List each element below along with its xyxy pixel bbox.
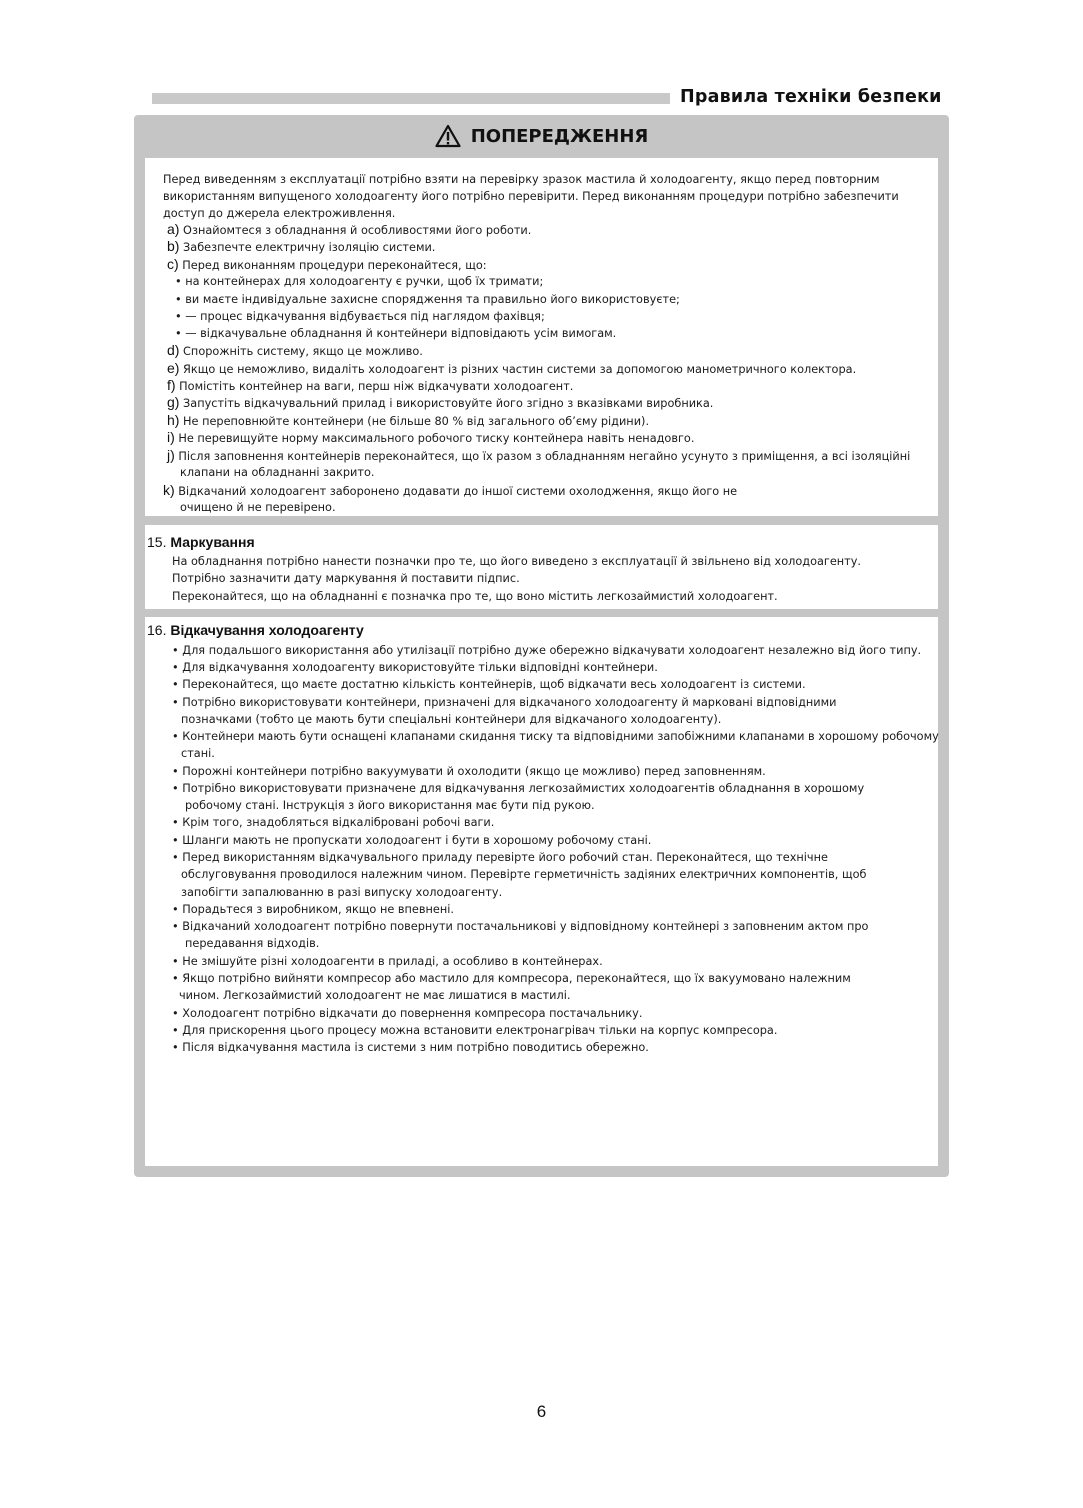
step-b <box>167 239 435 255</box>
step-j-continued: клапани на обладнанні закрито. <box>180 466 375 479</box>
warning-intro-line: доступ до джерела електроживлення. <box>163 207 396 220</box>
list-item: • Контейнери мають бути оснащені клапанами скидання тиску та відповідними запобіжними клапанами в хорошому робочому <box>172 730 939 743</box>
list-item-continued: чином. Легкозаймистий холодоагент не має лишатися в мастилі. <box>179 989 571 1002</box>
list-item-continued: передавання відходів. <box>185 937 320 950</box>
step-e <box>167 361 856 377</box>
step-label: f) <box>167 377 176 393</box>
list-item-continued: обслуговування проводилося належним чином. Перевірте герметичність задіяних електричних компонентів, щоб <box>181 868 867 881</box>
list-item: • Після відкачування мастила із системи з ним потрібно поводитись обережно. <box>172 1041 649 1054</box>
step-bullet <box>175 274 543 289</box>
step-label: i) <box>167 429 175 445</box>
list-item: • Для подальшого використання або утилізації потрібно дуже обережно відкачувати холодоагент незалежно від його типу. <box>172 644 922 657</box>
step-h <box>167 413 649 429</box>
step-bullet <box>175 326 616 341</box>
step-text: Запустіть відкачувальний прилад і використовуйте його згідно з вказівками виробника. <box>183 397 714 410</box>
bullet-mark: • <box>175 275 182 288</box>
step-text: — процес відкачування відбувається під наглядом фахівця; <box>185 310 545 323</box>
list-item: • Порожні контейнери потрібно вакуумувати й охолодити (якщо це можливо) перед заповненням. <box>172 765 766 778</box>
list-item-continued: стані. <box>181 747 215 760</box>
step-label: a) <box>167 221 180 237</box>
step-text: ви маєте індивідуальне захисне спорядження та правильно його використовуєте; <box>185 293 680 306</box>
step-label: h) <box>167 412 180 428</box>
step-text: Ознайомтеся з обладнання й особливостями його роботи. <box>183 224 532 237</box>
step-text: Відкачаний холодоагент заборонено додавати до іншої системи охолодження, якщо його не <box>178 485 738 498</box>
list-item: • Шланги мають не пропускати холодоагент і бути в хорошому робочому стані. <box>172 834 652 847</box>
step-text: Якщо це неможливо, видаліть холодоагент із різних частин системи за допомогою манометричного колектора. <box>183 363 857 376</box>
step-text: Спорожніть систему, якщо це можливо. <box>183 345 423 358</box>
list-item: • Переконайтеся, що маєте достатню кількість контейнерів, щоб відкачати весь холодоагент із системи. <box>172 678 806 691</box>
step-bullet <box>175 292 680 307</box>
step-text: — відкачувальне обладнання й контейнери відповідають усім вимогам. <box>185 327 617 340</box>
step-j <box>167 448 910 464</box>
list-item: • Перед використанням відкачувального приладу перевірте його робочий стан. Переконайтеся, що технічне <box>172 851 828 864</box>
step-text: Перед виконанням процедури переконайтеся, що: <box>182 259 487 272</box>
list-item: • Порадьтеся з виробником, якщо не впевнені. <box>172 903 454 916</box>
step-text: на контейнерах для холодоагенту є ручки, щоб їх тримати; <box>185 275 544 288</box>
list-item: • Крім того, знадобляться відкалібровані робочі ваги. <box>172 816 495 829</box>
step-label: j) <box>167 447 175 463</box>
step-k-continued: очищено й не перевірено. <box>180 501 336 514</box>
step-label: c) <box>167 256 179 272</box>
warning-heading <box>134 124 949 148</box>
step-f <box>167 378 573 394</box>
list-item: • Якщо потрібно вийняти компресор або мастило для компресора, переконайтеся, що їх вакуумовано належним <box>172 972 851 985</box>
step-k <box>163 483 737 499</box>
list-item: • Для прискорення цього процесу можна встановити електронагрівач тільки на корпус компресора. <box>172 1024 778 1037</box>
list-item: • Потрібно використовувати контейнери, призначені для відкачаного холодоагенту й марковані відповідними <box>172 696 837 709</box>
step-label: k) <box>163 482 175 498</box>
bullet-mark: • <box>175 327 182 340</box>
step-label: b) <box>167 238 180 254</box>
list-item: • Не змішуйте різні холодоагенти в приладі, а особливо в контейнерах. <box>172 955 603 968</box>
list-item-continued: позначками (тобто це мають бути спеціальні контейнери для відкачаного холодоагенту). <box>181 713 722 726</box>
warning-intro-line: Перед виведенням з експлуатації потрібно взяти на перевірку зразок мастила й холодоагенту, якщо перед повторним <box>163 173 880 186</box>
list-item: • Холодоагент потрібно відкачати до повернення компресора постачальнику. <box>172 1007 643 1020</box>
section-16-title: 16. Відкачування холодоагенту <box>147 622 364 638</box>
list-item: • Для відкачування холодоагенту використовуйте тільки відповідні контейнери. <box>172 661 658 674</box>
step-a <box>167 222 531 238</box>
section-15-title: 15. Маркування <box>147 534 255 550</box>
page-header-title: Правила техніки безпеки <box>680 87 942 107</box>
bullet-mark: • <box>175 293 182 306</box>
step-text: Забезпечте електричну ізоляцію системи. <box>183 241 436 254</box>
step-text: Не перевищуйте норму максимального робочого тиску контейнера навіть ненадовго. <box>178 432 695 445</box>
step-label: e) <box>167 360 180 376</box>
step-text: Помістіть контейнер на ваги, перш ніж відкачувати холодоагент. <box>179 380 574 393</box>
list-item: • Потрібно використовувати призначене для відкачування легкозаймистих холодоагентів обладнання в хорошому <box>172 782 865 795</box>
list-item-continued: робочому стані. Інструкція з його використання має бути під рукою. <box>185 799 595 812</box>
section-15-line: На обладнання потрібно нанести позначки про те, що його виведено з експлуатації й звільнено від холодоагенту. <box>172 555 862 568</box>
step-i <box>167 430 694 446</box>
step-bullet <box>175 309 545 324</box>
step-label: g) <box>167 394 180 410</box>
warning-intro-line: використанням випущеного холодоагенту його потрібно перевірити. Перед виконанням процедури потрібно забезпечити <box>163 190 899 203</box>
list-item-continued: запобігти запалюванню в разі випуску холодоагенту. <box>181 886 503 899</box>
warning-triangle-icon <box>435 124 461 148</box>
step-d <box>167 343 423 359</box>
list-item: • Відкачаний холодоагент потрібно повернути постачальникові у відповідному контейнері з заповненим актом про <box>172 920 869 933</box>
step-g <box>167 395 713 411</box>
section-15-line: Переконайтеся, що на обладнанні є позначка про те, що воно містить легкозаймистий холодоагент. <box>172 590 778 603</box>
step-c <box>167 257 487 273</box>
bullet-mark: • <box>175 310 182 323</box>
step-label: d) <box>167 342 180 358</box>
step-text: Після заповнення контейнерів переконайтеся, що їх разом з обладнанням негайно усунуто з приміщення, а всі ізоляційні <box>178 450 911 463</box>
page-number: 6 <box>536 1402 547 1421</box>
header-bar <box>152 93 670 104</box>
warning-heading-text: ПОПЕРЕДЖЕННЯ <box>470 125 649 147</box>
step-text: Не переповнюйте контейнери (не більше 80 % від загального об’єму рідини). <box>183 415 650 428</box>
section-15-line: Потрібно зазначити дату маркування й поставити підпис. <box>172 572 520 585</box>
